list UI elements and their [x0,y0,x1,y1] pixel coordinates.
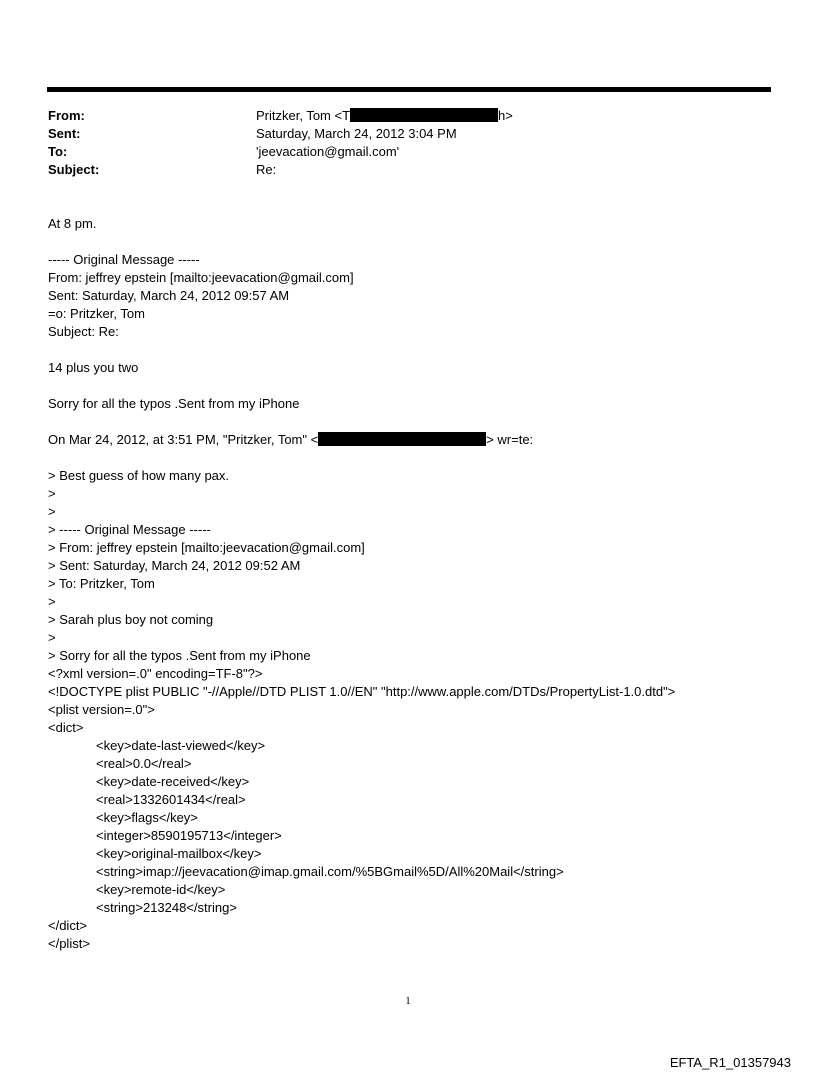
header-rule [47,87,771,92]
page-number: 1 [405,995,411,1007]
subject-value: Re: [256,162,277,177]
email-body [48,215,778,953]
quoted-line: > ----- Original Message ----- [48,522,211,537]
xml-line: <key>flags</key> [96,810,198,825]
quoted-line: > From: jeffrey epstein [mailto:jeevacation@gmail.com] [48,540,365,555]
blank-line [48,377,778,395]
quoted-line: > [48,504,56,519]
xml-line: </dict> [48,918,88,933]
reply-text: At 8 pm. [48,216,97,231]
original-from: From: jeffrey epstein [mailto:jeevacation@gmail.com] [48,270,354,285]
xml-line: <string>213248</string> [96,900,237,915]
blank-line [48,233,778,251]
quoted-line: > [48,486,56,501]
original-message-separator: ----- Original Message ----- [48,252,200,267]
from-value-partial2: h> [498,108,513,123]
original-sent: Sent: Saturday, March 24, 2012 09:57 AM [48,288,290,303]
quote-intro-prefix: On Mar 24, 2012, at 3:51 PM, "Pritzker, Tom" < [48,432,319,447]
xml-line: <key>date-last-viewed</key> [96,738,266,753]
quoted-line: > To: Pritzker, Tom [48,576,155,591]
xml-line: <plist version=.0"> [48,702,155,717]
quote-intro [48,431,778,449]
original-to: =o: Pritzker, Tom [48,306,145,321]
from-label: From: [48,108,85,123]
xml-line: </plist> [48,936,90,951]
blank-line [48,341,778,359]
from-value [256,107,513,125]
to-value: 'jeevacation@gmail.com' [256,144,400,159]
redaction-box [350,108,498,122]
xml-line: <key>remote-id</key> [96,882,226,897]
quoted-line: > Sarah plus boy not coming [48,612,214,627]
bates-number: EFTA_R1_01357943 [669,1055,791,1070]
quote-intro-suffix: > wr=te: [486,432,534,447]
quoted-line: > Sorry for all the typos .Sent from my iPhone [48,648,311,663]
quoted-line: > Best guess of how many pax. [48,468,230,483]
quoted-line: > Sent: Saturday, March 24, 2012 09:52 AM [48,558,301,573]
to-label: To: [48,144,68,159]
xml-line: <string>imap://jeevacation@imap.gmail.com/%5BGmail%5D/All%20Mail</string> [96,864,564,879]
original-signature: Sorry for all the typos .Sent from my iPhone [48,396,300,411]
xml-line: <key>original-mailbox</key> [96,846,262,861]
original-text: 14 plus you two [48,360,139,375]
from-value-partial: T [342,108,351,123]
blank-line [48,413,778,431]
quoted-line: > [48,630,56,645]
quoted-line: > [48,594,56,609]
sent-value: Saturday, March 24, 2012 3:04 PM [256,126,457,141]
redaction-box [318,432,486,446]
xml-line: <key>date-received</key> [96,774,250,789]
original-subject: Subject: Re: [48,324,119,339]
sent-label: Sent: [48,126,81,141]
blank-line [48,449,778,467]
xml-line: <integer>8590195713</integer> [96,828,282,843]
xml-line: <dict> [48,720,84,735]
subject-label: Subject: [48,162,100,177]
xml-line: <!DOCTYPE plist PUBLIC "-//Apple//DTD PLIST 1.0//EN" "http://www.apple.com/DTDs/PropertyList-1.0.dtd"> [48,684,676,699]
xml-line: <?xml version=.0" encoding=TF-8"?> [48,666,263,681]
xml-line: <real>0.0</real> [96,756,192,771]
xml-line: <real>1332601434</real> [96,792,246,807]
from-value-prefix: Pritzker, Tom < [256,108,343,123]
